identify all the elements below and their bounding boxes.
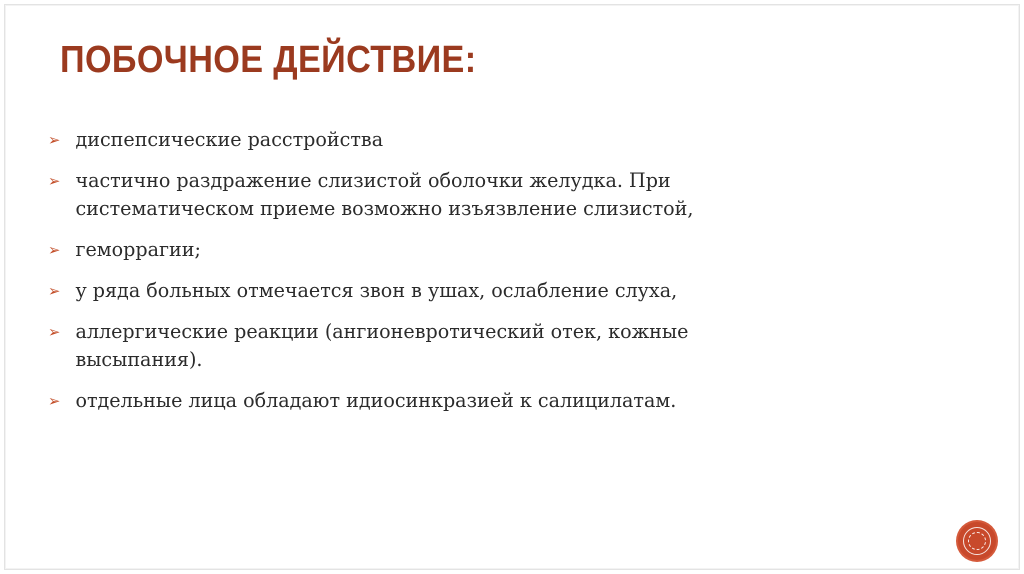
list-item: [48, 277, 793, 305]
page-title: ПОБОЧНОЕ ДЕЙСТВИЕ:: [60, 39, 477, 81]
bullet-text-line: диспепсические расстройства: [75, 128, 384, 151]
arrow-bullet-icon: ➢: [48, 392, 61, 410]
list-item: [48, 167, 793, 223]
slide-logo-icon: [958, 522, 996, 560]
list-item: [48, 387, 793, 415]
arrow-bullet-icon: ➢: [48, 131, 61, 149]
bullet-text-line: отдельные лица обладают идиосинкразией к салицилатам.: [75, 389, 677, 412]
bullet-text-line: геморрагии;: [75, 238, 201, 261]
bullet-list: [48, 126, 808, 428]
bullet-text-line: систематическом приеме возможно изъязвление слизистой,: [75, 197, 694, 220]
list-item: [48, 318, 793, 374]
arrow-bullet-icon: ➢: [48, 323, 61, 341]
arrow-bullet-icon: ➢: [48, 282, 61, 300]
list-item: [48, 126, 793, 154]
arrow-bullet-icon: ➢: [48, 241, 61, 259]
arrow-bullet-icon: ➢: [48, 172, 61, 190]
bullet-text-line: аллергические реакции (ангионевротический отек, кожные: [75, 320, 689, 343]
list-item: [48, 236, 793, 264]
bullet-text-line: частично раздражение слизистой оболочки желудка. При: [75, 169, 671, 192]
bullet-text-line: у ряда больных отмечается звон в ушах, ослабление слуха,: [75, 279, 678, 302]
bullet-text-line: высыпания).: [75, 348, 203, 371]
